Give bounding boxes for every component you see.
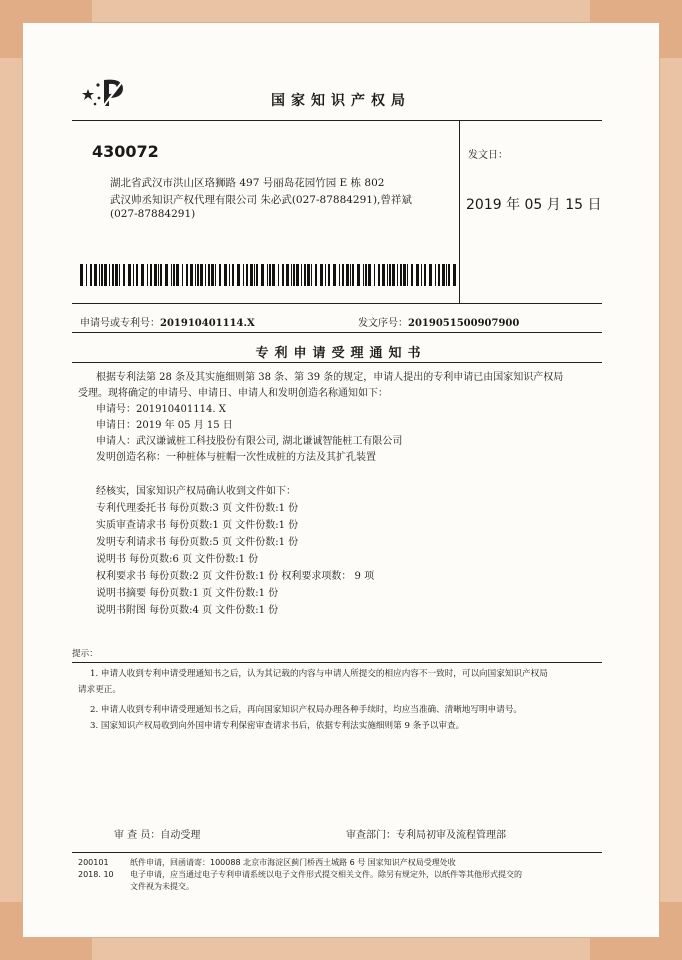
application-number-label: 申请号或专利号： [80,318,160,329]
tip-item: 2. 申请人收到专利申请受理通知书之后，再向国家知识产权局办理各种手续时，均应当准确、清晰地写明申请号。 [90,705,523,715]
verified-line: 经核实，国家知识产权局确认收到文件如下： [96,486,296,497]
vertical-divider [459,121,460,303]
section-rule [72,332,602,333]
applicants-line: 申请人：武汉谦诚桩工科技股份有限公司, 湖北谦诚智能桩工有限公司 [96,436,403,447]
application-number-value: 201910401114.X [160,318,255,329]
intro-line: 受理。现将确定的申请号、申请日、申请人和发明创造名称通知如下： [78,388,388,399]
issue-date-value: 2019 年 05 月 15 日 [466,197,602,213]
notice-title: 专利申请受理通知书 [255,346,427,361]
barcode [80,264,460,286]
header-rule [72,120,602,121]
serial-number-label: 发文序号： [358,318,408,329]
notice-document [22,22,660,938]
footer-line: 纸件申请，回函请寄：100088 北京市海淀区蓟门桥西土城路 6 号 国家知识产权局受理处收 [130,858,456,867]
tip-item: 3. 国家知识产权局收到向外国申请专利保密审查请求书后，依据专利法实施细则第 9 条予以审查。 [90,721,465,731]
serial-number-value: 2019051500907900 [408,318,520,329]
tip-item: 请求更正。 [78,685,121,695]
file-item: 说明书摘要 每份页数:1 页 文件份数:1 份 [96,588,279,599]
application-date-line: 申请日：2019 年 05 月 15 日 [96,420,233,431]
tip-item: 1. 申请人收到专利申请受理通知书之后，认为其记载的内容与申请人所提交的相应内容不一致时，可以向国家知识产权局 [90,669,548,679]
form-code: 200101 [78,858,109,867]
address-line: 武汉帅丞知识产权代理有限公司 朱必武(027-87884291),曾祥斌 [110,194,412,206]
file-item: 实质审查请求书 每份页数:1 页 文件份数:1 份 [96,520,299,531]
tips-rule [72,662,602,663]
address-line: (027-87884291) [110,208,196,220]
examiner-line: 审 查 员：自动受理 [114,830,201,841]
file-item: 权利要求书 每份页数:2 页 文件份数:1 份 权利要求项数： 9 项 [96,571,375,582]
address-line: 湖北省武汉市洪山区珞狮路 497 号丽岛花园竹园 E 栋 802 [110,177,385,189]
application-number [80,314,255,329]
footer-line: 文件视为未提交。 [130,882,194,891]
file-item: 说明书附图 每份页数:4 页 文件份数:1 份 [96,605,279,616]
footer-line: 电子申请，应当通过电子专利申请系统以电子文件形式提交相关文件。除另有规定外，以纸件等其他形式提交的 [130,870,522,879]
office-name: 国家知识产权局 [271,93,411,109]
file-item: 专利代理委托书 每份页数:3 页 文件份数:1 份 [96,503,299,514]
invention-title-line: 发明创造名称：一种桩体与桩帽一次性成桩的方法及其扩孔装置 [96,452,376,463]
application-number-line: 申请号：201910401114. X [96,404,226,415]
postal-code: 430072 [92,142,159,161]
section-rule [72,362,602,363]
issue-date-label: 发文日： [468,150,508,161]
file-item: 说明书 每份页数:6 页 文件份数:1 份 [96,554,259,565]
tips-heading: 提示： [72,649,98,659]
file-item: 发明专利请求书 每份页数:5 页 文件份数:1 份 [96,537,299,548]
serial-number [358,314,519,329]
intro-line: 根据专利法第 28 条及其实施细则第 38 条、第 39 条的规定，申请人提出的专利申请已由国家知识产权局 [96,372,564,383]
department-line: 审查部门：专利局初审及流程管理部 [346,830,506,841]
form-version: 2018. 10 [78,870,114,879]
section-rule [72,303,602,304]
footer-rule [72,852,602,853]
